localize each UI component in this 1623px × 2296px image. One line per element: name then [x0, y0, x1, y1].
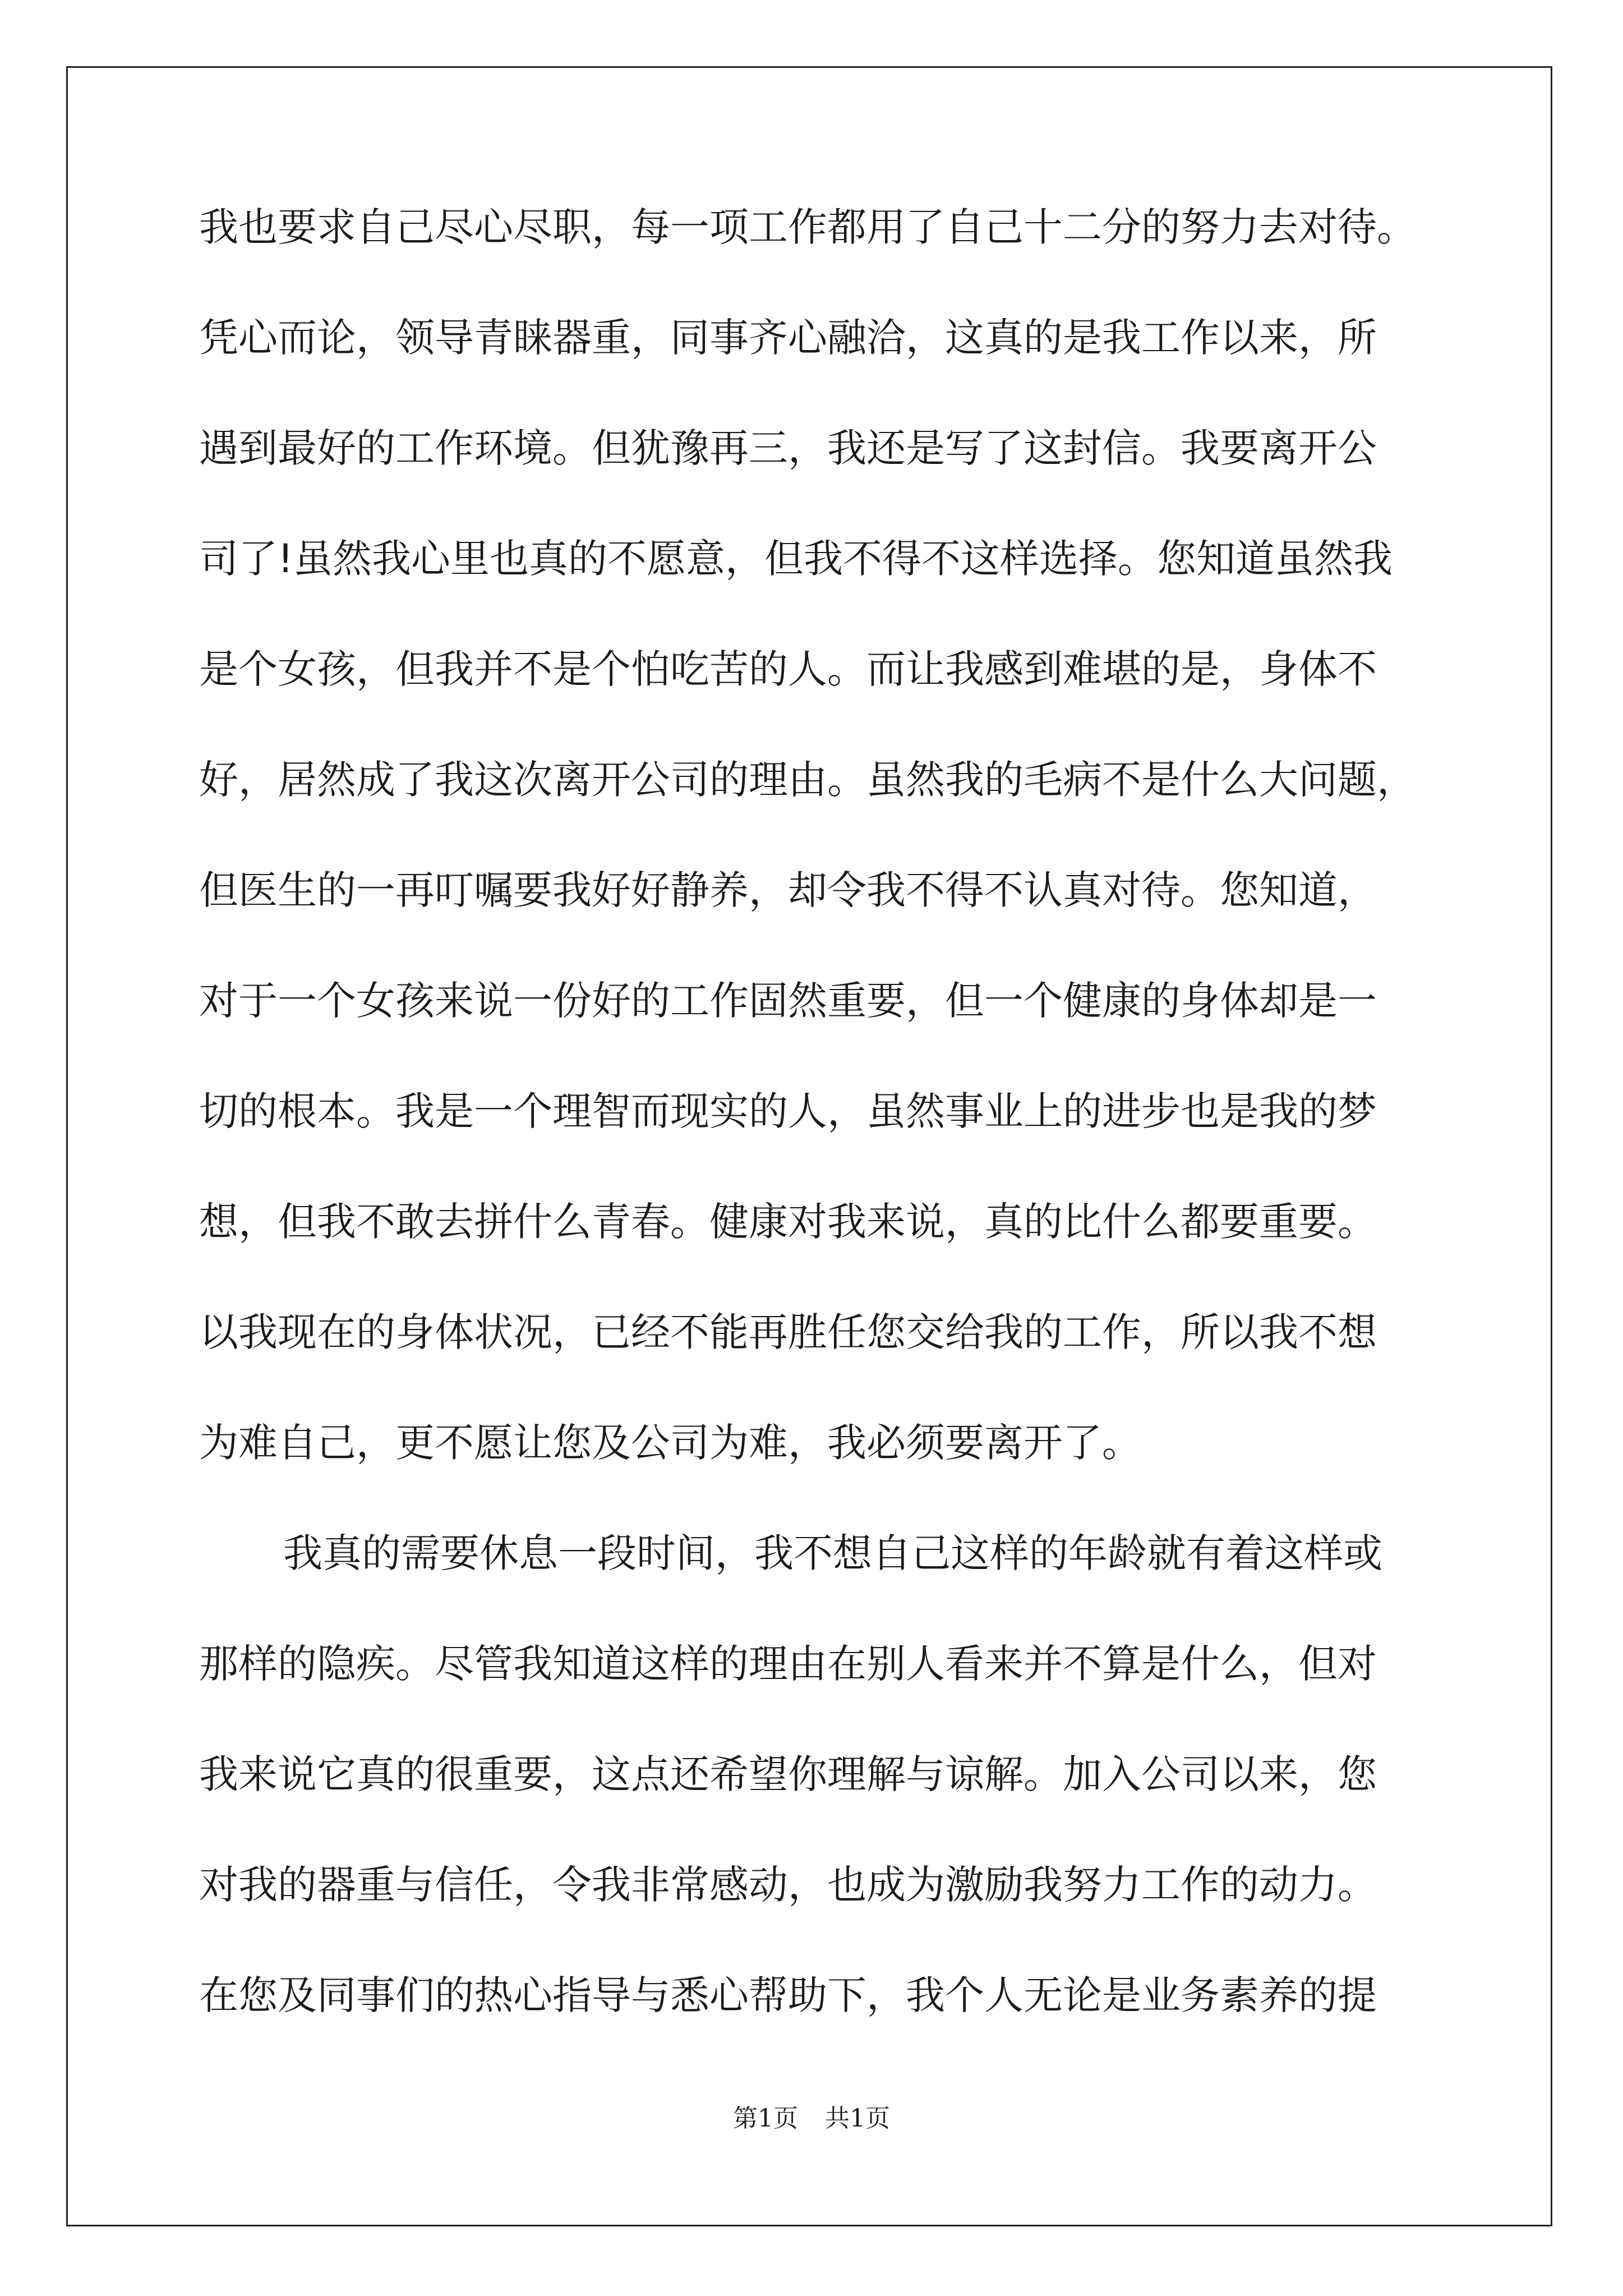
text-line: 为难自己，更不愿让您及公司为难，我必须要离开了。	[199, 1420, 1141, 1466]
text-line: 对我的器重与信任，令我非常感动，也成为激励我努力工作的动力。	[199, 1862, 1377, 1908]
text-line: 我来说它真的很重要，这点还希望你理解与谅解。加入公司以来，您	[199, 1751, 1377, 1797]
text-line: 对于一个女孩来说一份好的工作固然重要，但一个健康的身体却是一	[199, 978, 1377, 1024]
text-line: 是个女孩，但我并不是个怕吃苦的人。而让我感到难堪的是，身体不	[199, 646, 1377, 692]
text-line: 在您及同事们的热心指导与悉心帮助下，我个人无论是业务素养的提	[199, 1972, 1377, 2018]
text-line: 司了!虽然我心里也真的不愿意，但我不得不这样选择。您知道虽然我	[199, 536, 1393, 582]
text-line: 以我现在的身体状况，已经不能再胜任您交给我的工作，所以我不想	[199, 1309, 1377, 1355]
page-footer	[0, 2098, 1623, 2134]
paragraph-start-line: 我真的需要休息一段时间，我不想自己这样的年龄就有着这样或	[283, 1530, 1382, 1576]
text-line: 但医生的一再叮嘱要我好好静养，却令我不得不认真对待。您知道，	[199, 867, 1377, 913]
text-line: 想，但我不敢去拼什么青春。健康对我来说，真的比什么都要重要。	[199, 1199, 1377, 1245]
text-line: 切的根本。我是一个理智而现实的人，虽然事业上的进步也是我的梦	[199, 1088, 1377, 1134]
text-line: 那样的隐疾。尽管我知道这样的理由在别人看来并不算是什么，但对	[199, 1641, 1377, 1687]
page-number-total: 共1页	[825, 2104, 890, 2133]
text-line: 我也要求自己尽心尽职，每一项工作都用了自己十二分的努力去对待。	[199, 204, 1416, 250]
text-line: 好，居然成了我这次离开公司的理由。虽然我的毛病不是什么大问题，	[199, 757, 1416, 803]
text-line: 凭心而论，领导青睐器重，同事齐心融洽，这真的是我工作以来，所	[199, 315, 1377, 361]
document-body	[199, 199, 1455, 2078]
text-line: 遇到最好的工作环境。但犹豫再三，我还是写了这封信。我要离开公	[199, 425, 1377, 471]
page-number-current: 第1页	[733, 2104, 798, 2133]
